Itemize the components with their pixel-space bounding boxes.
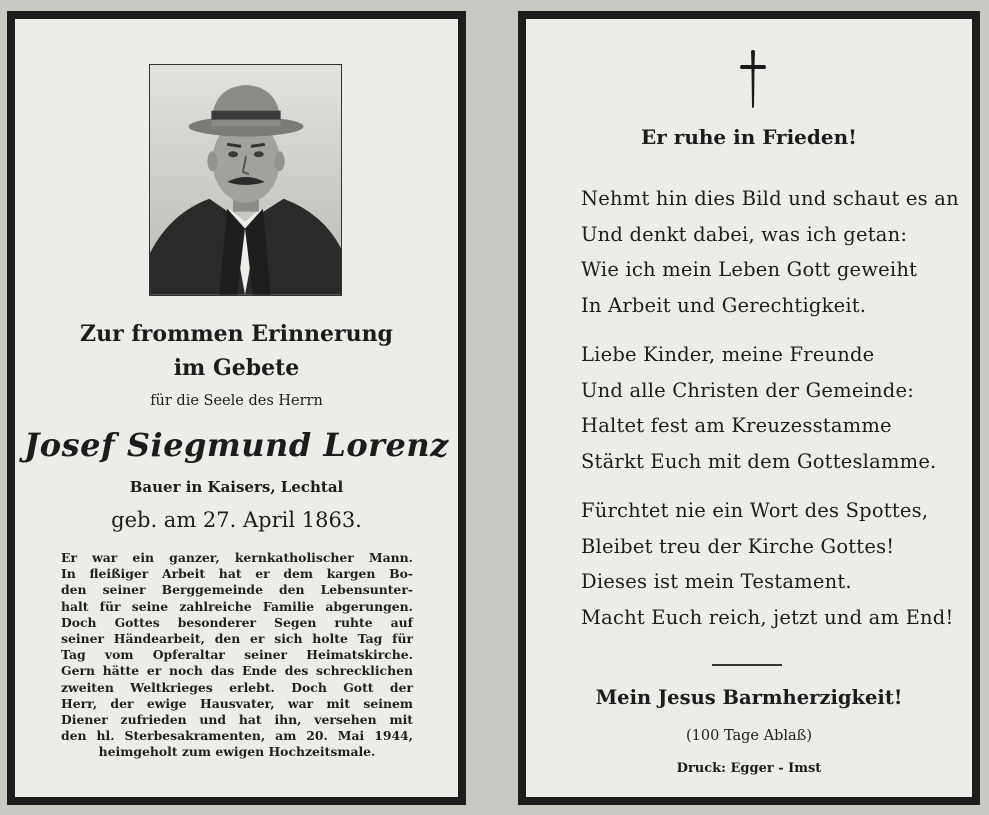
biography-line: Doch Gottes besonderer Segen ruhte auf <box>61 614 413 630</box>
biography-line: In fleißiger Arbeit hat er dem kargen Bo- <box>61 566 413 582</box>
poem-line: Fürchtet nie ein Wort des Spottes, <box>581 499 929 522</box>
portrait-image <box>150 65 341 295</box>
poem-line: Wie ich mein Leben Gott geweiht <box>581 258 918 281</box>
biography-line: den hl. Sterbesakramenten, am 20. Mai 1944, <box>61 728 413 744</box>
biography-text <box>61 550 413 761</box>
poem-stanza <box>581 337 971 479</box>
biography-line: Diener zufrieden und hat ihn, versehen mit <box>61 712 413 728</box>
birth-date: geb. am 27. April 1863. <box>111 508 362 532</box>
memorial-poem <box>581 181 971 649</box>
poem-line: In Arbeit und Gerechtigkeit. <box>581 293 867 317</box>
biography-line: halt für seine zahlreiche Familie abgerungen. <box>61 598 413 614</box>
deceased-name: Josef Siegmund Lorenz <box>24 426 449 464</box>
biography-line: Er war ein ganzer, kernkatholischer Mann. <box>61 550 413 565</box>
occupation-line: Bauer in Kaisers, Lechtal <box>129 478 344 496</box>
indulgence-note: (100 Tage Ablaß) <box>686 728 812 744</box>
portrait-photo <box>149 64 342 296</box>
biography-line: Tag vom Opferaltar seiner Heimatskirche. <box>61 647 413 663</box>
biography-line: zweiten Weltkrieges erlebt. Doch Gott der <box>61 679 413 695</box>
biography-line: Gern hätte er noch das Ende des schrecklichen <box>61 663 413 679</box>
poem-line: Bleibet treu der Kirche Gottes! <box>581 534 895 558</box>
poem-stanza <box>581 493 971 635</box>
biography-line: seiner Händearbeit, den er sich holte Tag für <box>61 631 413 647</box>
poem-line: Liebe Kinder, meine Freunde <box>581 343 875 366</box>
poem-line: Nehmt hin dies Bild und schaut es an <box>581 187 959 210</box>
poem-line: Haltet fest am Kreuzesstamme <box>581 414 892 437</box>
memorial-heading-line2: im Gebete <box>173 355 300 381</box>
poem-line: Und denkt dabei, was ich getan: <box>581 222 908 246</box>
poem-line: Und alle Christen der Gemeinde: <box>581 378 914 402</box>
memorial-card-front <box>7 11 466 805</box>
biography-line: Herr, der ewige Hausvater, war mit seinem <box>61 695 413 711</box>
prayer-line: Mein Jesus Barmherzigkeit! <box>595 686 903 709</box>
divider-line <box>712 664 782 666</box>
poem-line: Macht Euch reich, jetzt und am End! <box>581 605 954 629</box>
memorial-heading-line1: Zur frommen Erinnerung <box>80 321 393 347</box>
rest-in-peace: Er ruhe in Frieden! <box>641 125 857 149</box>
printer-credit: Druck: Egger - Imst <box>676 761 822 776</box>
latin-cross-icon <box>738 49 768 109</box>
biography-line: heimgeholt zum ewigen Hochzeitsmale. <box>98 744 376 760</box>
biography-line: den seiner Berggemeinde den Lebensunter- <box>61 582 413 598</box>
poem-line: Stärkt Euch mit dem Gotteslamme. <box>581 449 937 473</box>
poem-line: Dieses ist mein Testament. <box>581 570 852 593</box>
soul-dedication: für die Seele des Herrn <box>150 393 323 409</box>
poem-stanza <box>581 181 971 323</box>
memorial-card-back <box>518 11 980 805</box>
